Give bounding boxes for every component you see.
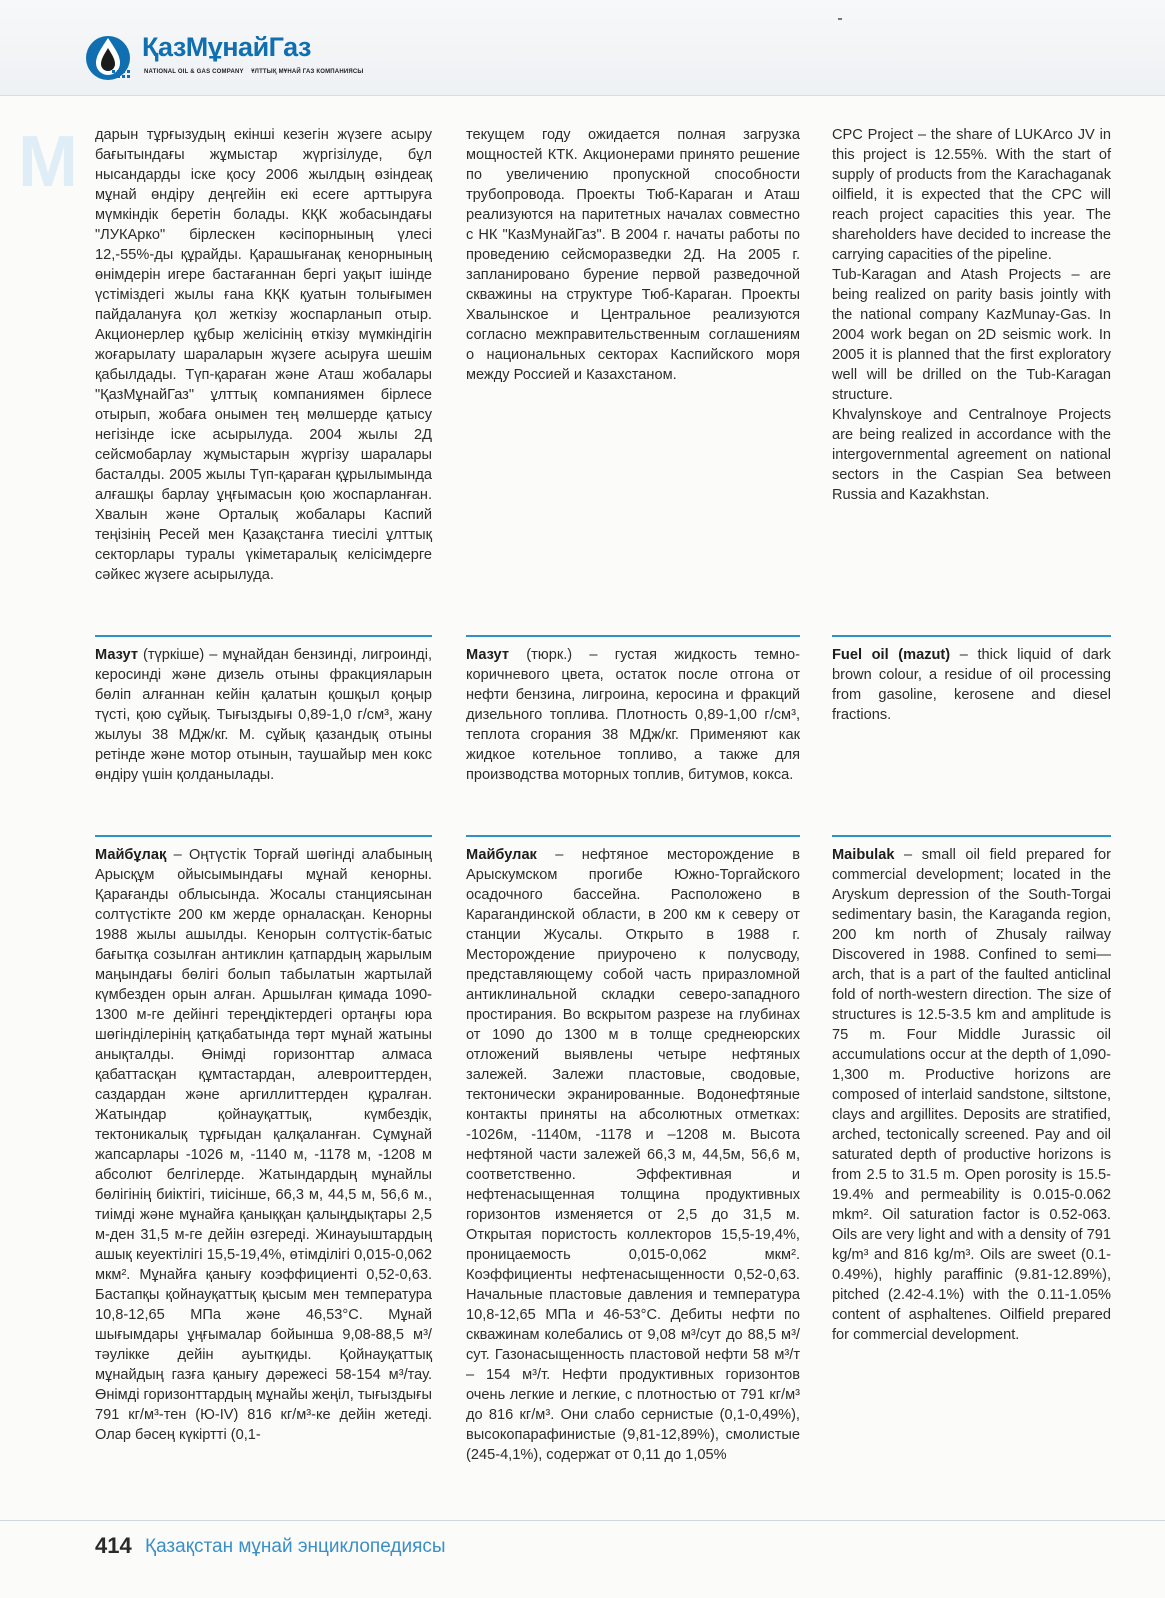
company-logo bbox=[82, 28, 382, 88]
scan-mark bbox=[838, 18, 842, 20]
logo-sub-left: NATIONAL OIL & GAS COMPANY bbox=[144, 69, 244, 75]
maibulak-ru-entry bbox=[466, 845, 800, 1465]
mazut-ru-entry bbox=[466, 645, 800, 785]
entry-term: Майбұлақ bbox=[95, 847, 167, 863]
mazut-kz-entry bbox=[95, 645, 432, 785]
intro-en-paragraph: Tub-Karagan and Atash Projects – are being realized on parity basis jointly with the national company KazMunay-Gas. In 2004 work began on 2D seismic work. In 2005 it is planned that the first exploratory well will be drilled on the Tub-Karagan structure. bbox=[832, 267, 1111, 403]
logo-subtitle bbox=[144, 69, 364, 75]
entry-text: – small oil field prepared for commercial development; located in the Aryskum depression of the South-Torgai sedimentary basin, the Karaganda region, 200 km north of Zhusaly railway Discovered in 1988. Confined to semi—arch, that is a part of the faulted anticlinal fold of north-western direction. The size of structures is 12.5-3.5 km and amplitude is 75 m. Four Middle Jurassic oil accumulations occur at the depth of 1,090-1,300 m. Productive horizons are composed of interlaid sandstone, siltstone, clays and argillites. Deposits are stratified, arched, tectonically screened. Pay and oil saturated depth of productive horizons is from 2.5 to 31.5 m. Open porosity is 15.5-19.4% and permeability is 0.015-0.062 mkm². Oil saturation factor is 0.52-063. Oils are very light and with a density of 791 kg/m³ and 816 kg/m³. Oils are sweet (0.1-0.49%), highly paraffinic (9.81-12.89%), pitched (2.42-4.1%) with the 0.11-1.05% content of asphaltenes. Oilfield prepared for commercial development. bbox=[832, 847, 1111, 1343]
intro-ru-column bbox=[466, 125, 800, 385]
section-rule bbox=[466, 835, 800, 837]
watermark-letter: М bbox=[18, 122, 78, 202]
intro-en-paragraph: CPC Project – the share of LUKArco JV in this project is 12.55%. With the start of supply of products from the Karachaganak oilfield, it is expected that the CPC will reach project capacities this year. The shareholders have decided to increase the carrying capacities of the pipeline. bbox=[832, 127, 1111, 263]
section-rule bbox=[466, 635, 800, 637]
logo-wordmark: ҚазМұнайГаз bbox=[142, 32, 311, 62]
maibulak-en-entry bbox=[832, 845, 1111, 1345]
entry-term: Мазут bbox=[95, 647, 138, 663]
entry-term: Fuel oil (mazut) bbox=[832, 647, 951, 663]
entry-text: – Оңтүстік Торғай шөгінді алабының Арысқұм ойысымындағы мұнай кенорны. Қарағанды облысында. Жосалы станциясынан солтүстікте 200 км жерде орналасқан. Кенорны 1988 жылы ашылды. Кенорын солтүстік-батыс бағытқа созылған антиклин қатпардың жарылым маңындағы бөлігі болып табылатын жартылай күмбезден орын алған. Аршылған қимада 1090-1300 м-ге дейінгі тереңдіктердегі ортаңғы юра шөгінділерінің қатқабатында төрт мұнай жатыны анықталды. Өнімді горизонттар алмаса қабаттасқан құмтастардан, алевроиттерден, саздардан және аргиллиттерден құралған. Жатындар қойнауқаттық, күмбездік, тектоникалық тұрғыдан қалқаланған. Сұмұнай жапсарлары -1026 м, -1140 м, -1178 м, -1208 м абсолют белгілерде. Жатындардың мұнайлы бөлігінің биіктігі, тиісінше, 66,3 м, 44,5 м, 56,6 м., тиімді және мұнайға қаныққан қалыңдықтары 2,5 м-ден 31,5 м-ге дейін өзгереді. Жинауыштардың ашық кеуектілігі 15,5-19,4%, өтімділігі 0,015-0,062 мкм². Мұнайға қанығу коэффициенті 0,52-0,63. Бастапқы қойнауқаттық қысым мен температура 10,8-12,65 МПа және 46,53°С. Мұнай шығымдары ұңғымалар бойынша 9,08-88,5 м³/тәулікке дейін ауытқиды. Қойнауқаттық мұнайдың газға қанығу дәрежесі 58-154 м³/тау. Өнімді горизонттардың мұнайы жеңіл, тығыздығы 791 кг/м³-тен (Ю-IV) 816 кг/м³-ке дейін жетеді. Олар бәсең күкіртті (0,1- bbox=[95, 847, 432, 1443]
entry-text: – нефтяное месторождение в Арыскумском прогибе Южно-Торгайского осадочного бассейна. Расположено в Карагандинской области, в 200 км к северу от станции Жусалы. Открыто в 1988 г. Месторождение приурочено к полусводу, представляющему собой часть приразломной антиклинальной складки северо-западного простирания. Во вскрытом разрезе на глубинах от 1090 до 1300 м в толще среднеюрских отложений выявлены четыре нефтяных залежей. Залежи пластовые, сводовые, тектонически экранированные. Водонефтяные контакты приняты на абсолютных отметках: -1026м, -1140м, -1178 и –1208 м. Высота нефтяной части залежей 66,3 м, 44,5м, 56,6 м, соответственно. Эффективная и нефтенасыщенная толщина продуктивных горизонтов изменяется от 2,5 до 31,5 м. Открытая пористость коллекторов 15,5-19,4%, проницаемость 0,015-0,062 мкм². Коэффициенты нефтенасыщенности 0,52-0,63. Начальные пластовые давления и температура 10,8-12,65 МПа и 46-53°С. Дебиты нефти по скважинам колебались от 9,08 м³/сут до 88,5 м³/сут. Газонасыщенность пластовой нефти 58 м³/т – 154 м³/т. Нефти продуктивных горизонтов очень легкие и легкие, с плотностью от 791 кг/м³ до 816 кг/м³. Они слабо сернистые (0,1-0,49%), высокопарафинистые (9,81-12,89%), смолистые (245-4,1%), содержат от 0,11 до 1,05% bbox=[466, 847, 800, 1463]
entry-term: Maibulak bbox=[832, 847, 895, 863]
page-number: 414 bbox=[95, 1533, 132, 1558]
maibulak-kz-entry bbox=[95, 845, 432, 1445]
book-title: Қазақстан мұнай энциклопедиясы bbox=[145, 1536, 446, 1557]
logo-sub-right: ҰЛТТЫҚ МҰНАЙ ГАЗ КОМПАНИЯСЫ bbox=[251, 69, 364, 75]
mazut-en-entry bbox=[832, 645, 1111, 725]
section-rule bbox=[95, 835, 432, 837]
intro-kz-text: дарын тұрғызудың екінші кезегін жүзеге асыру бағытындағы жұмыстар жүргізілуде, бұл нысандарды іске қосу 2006 жылдың өзіндеақ мұнай өндіру деңгейін екі есеге арттыруға мүмкіндік беретін болады. КҚК жобасындағы "ЛУКАрко" бірлескен кәсіпорнының үлесі 12,-55%-ды құрайды. Қарашығанақ кенорнының өнімдерін игере бастағаннан бергі уақыт ішінде үстіміздегі жылы ғана КҚК қуатын толығымен пайдалануға қол жеткізу жоспарланып отыр. Акционерлер құбыр желісінің өткізу мүмкіндігін жоғарылату шараларын жүзеге асыруға шешім қабылдады. Түп-қараған және Аташ жобалары "ҚазМұнайГаз" ұлттық компаниямен бірлесе отырып, жобаға онымен тең мөлшерде қатысу негізінде іске асырылуда. 2004 жылы 2Д сейсмобарлау жұмыстарын жүргізу шаралары басталды. 2005 жылы Түп-қараған құрылымында алғашқы барлау ұңғымасын қою жоспарланған. Хвалын және Орталық жобалары Каспий теңізінің Ресей мен Қазақстанға тиесілі ұлттық секторлары туралы үкіметаралық келісімдерге сәйкес жүзеге асырылуда. bbox=[95, 127, 432, 583]
entry-text: – thick liquid of dark brown colour, a residue of oil processing from gasoline, kerosene and diesel fractions. bbox=[832, 647, 1111, 723]
entry-term: Мазут bbox=[466, 647, 509, 663]
section-rule bbox=[832, 635, 1111, 637]
intro-en-column bbox=[832, 125, 1111, 505]
entry-text: (тюрк.) – густая жидкость темно-коричневого цвета, остаток после отгона от нефти бензина, лигроина, керосина и фракций дизельного топлива. Плотность 0,89-1,00 г/см³, теплота сгорания 38 МДж/кг. Применяют как жидкое котельное топливо, а также для производства моторных топлив, битумов, кокса. bbox=[466, 647, 800, 783]
entry-term: Майбулак bbox=[466, 847, 537, 863]
intro-en-paragraph: Khvalynskoye and Centralnoye Projects are being realized in accordance with the intergovernmental agreement on national sectors in the Caspian Sea between Russia and Kazakhstan. bbox=[832, 407, 1111, 503]
intro-kz-column bbox=[95, 125, 432, 585]
entry-text: (түркіше) – мұнайдан бензинді, лигроинді, керосинді және дизель отыны фракцияларын бөліп алғаннан кейін қалатын қошқыл қоңыр түсті, қою сұйық. Тығыздығы 0,89-1,0 г/см³, жану жылуы 38 МДж/кг. М. сұйық қазандық отыны ретінде және мотор отынын, таушайыр мен кокс өндіру үшін қолданылады. bbox=[95, 647, 432, 783]
footer-divider bbox=[0, 1520, 1165, 1521]
intro-ru-text: текущем году ожидается полная загрузка мощностей КТК. Акционерами принято решение по увеличению пропускной способности трубопровода. Проекты Тюб-Караган и Аташ реализуются на паритетных началах совместно с НК "КазМунайГаз". В 2004 г. начаты работы по проведению сейсморазведки 2Д. На 2005 г. запланировано бурение первой разведочной скважины на структуре Тюб-Караган. Проекты Хвалынское и Центральное реализуются согласно межправительственным соглашениям о национальных секторах Каспийского моря между Россией и Казахстаном. bbox=[466, 127, 800, 383]
flame-drop-icon bbox=[82, 30, 134, 82]
section-rule bbox=[95, 635, 432, 637]
section-rule bbox=[832, 835, 1111, 837]
